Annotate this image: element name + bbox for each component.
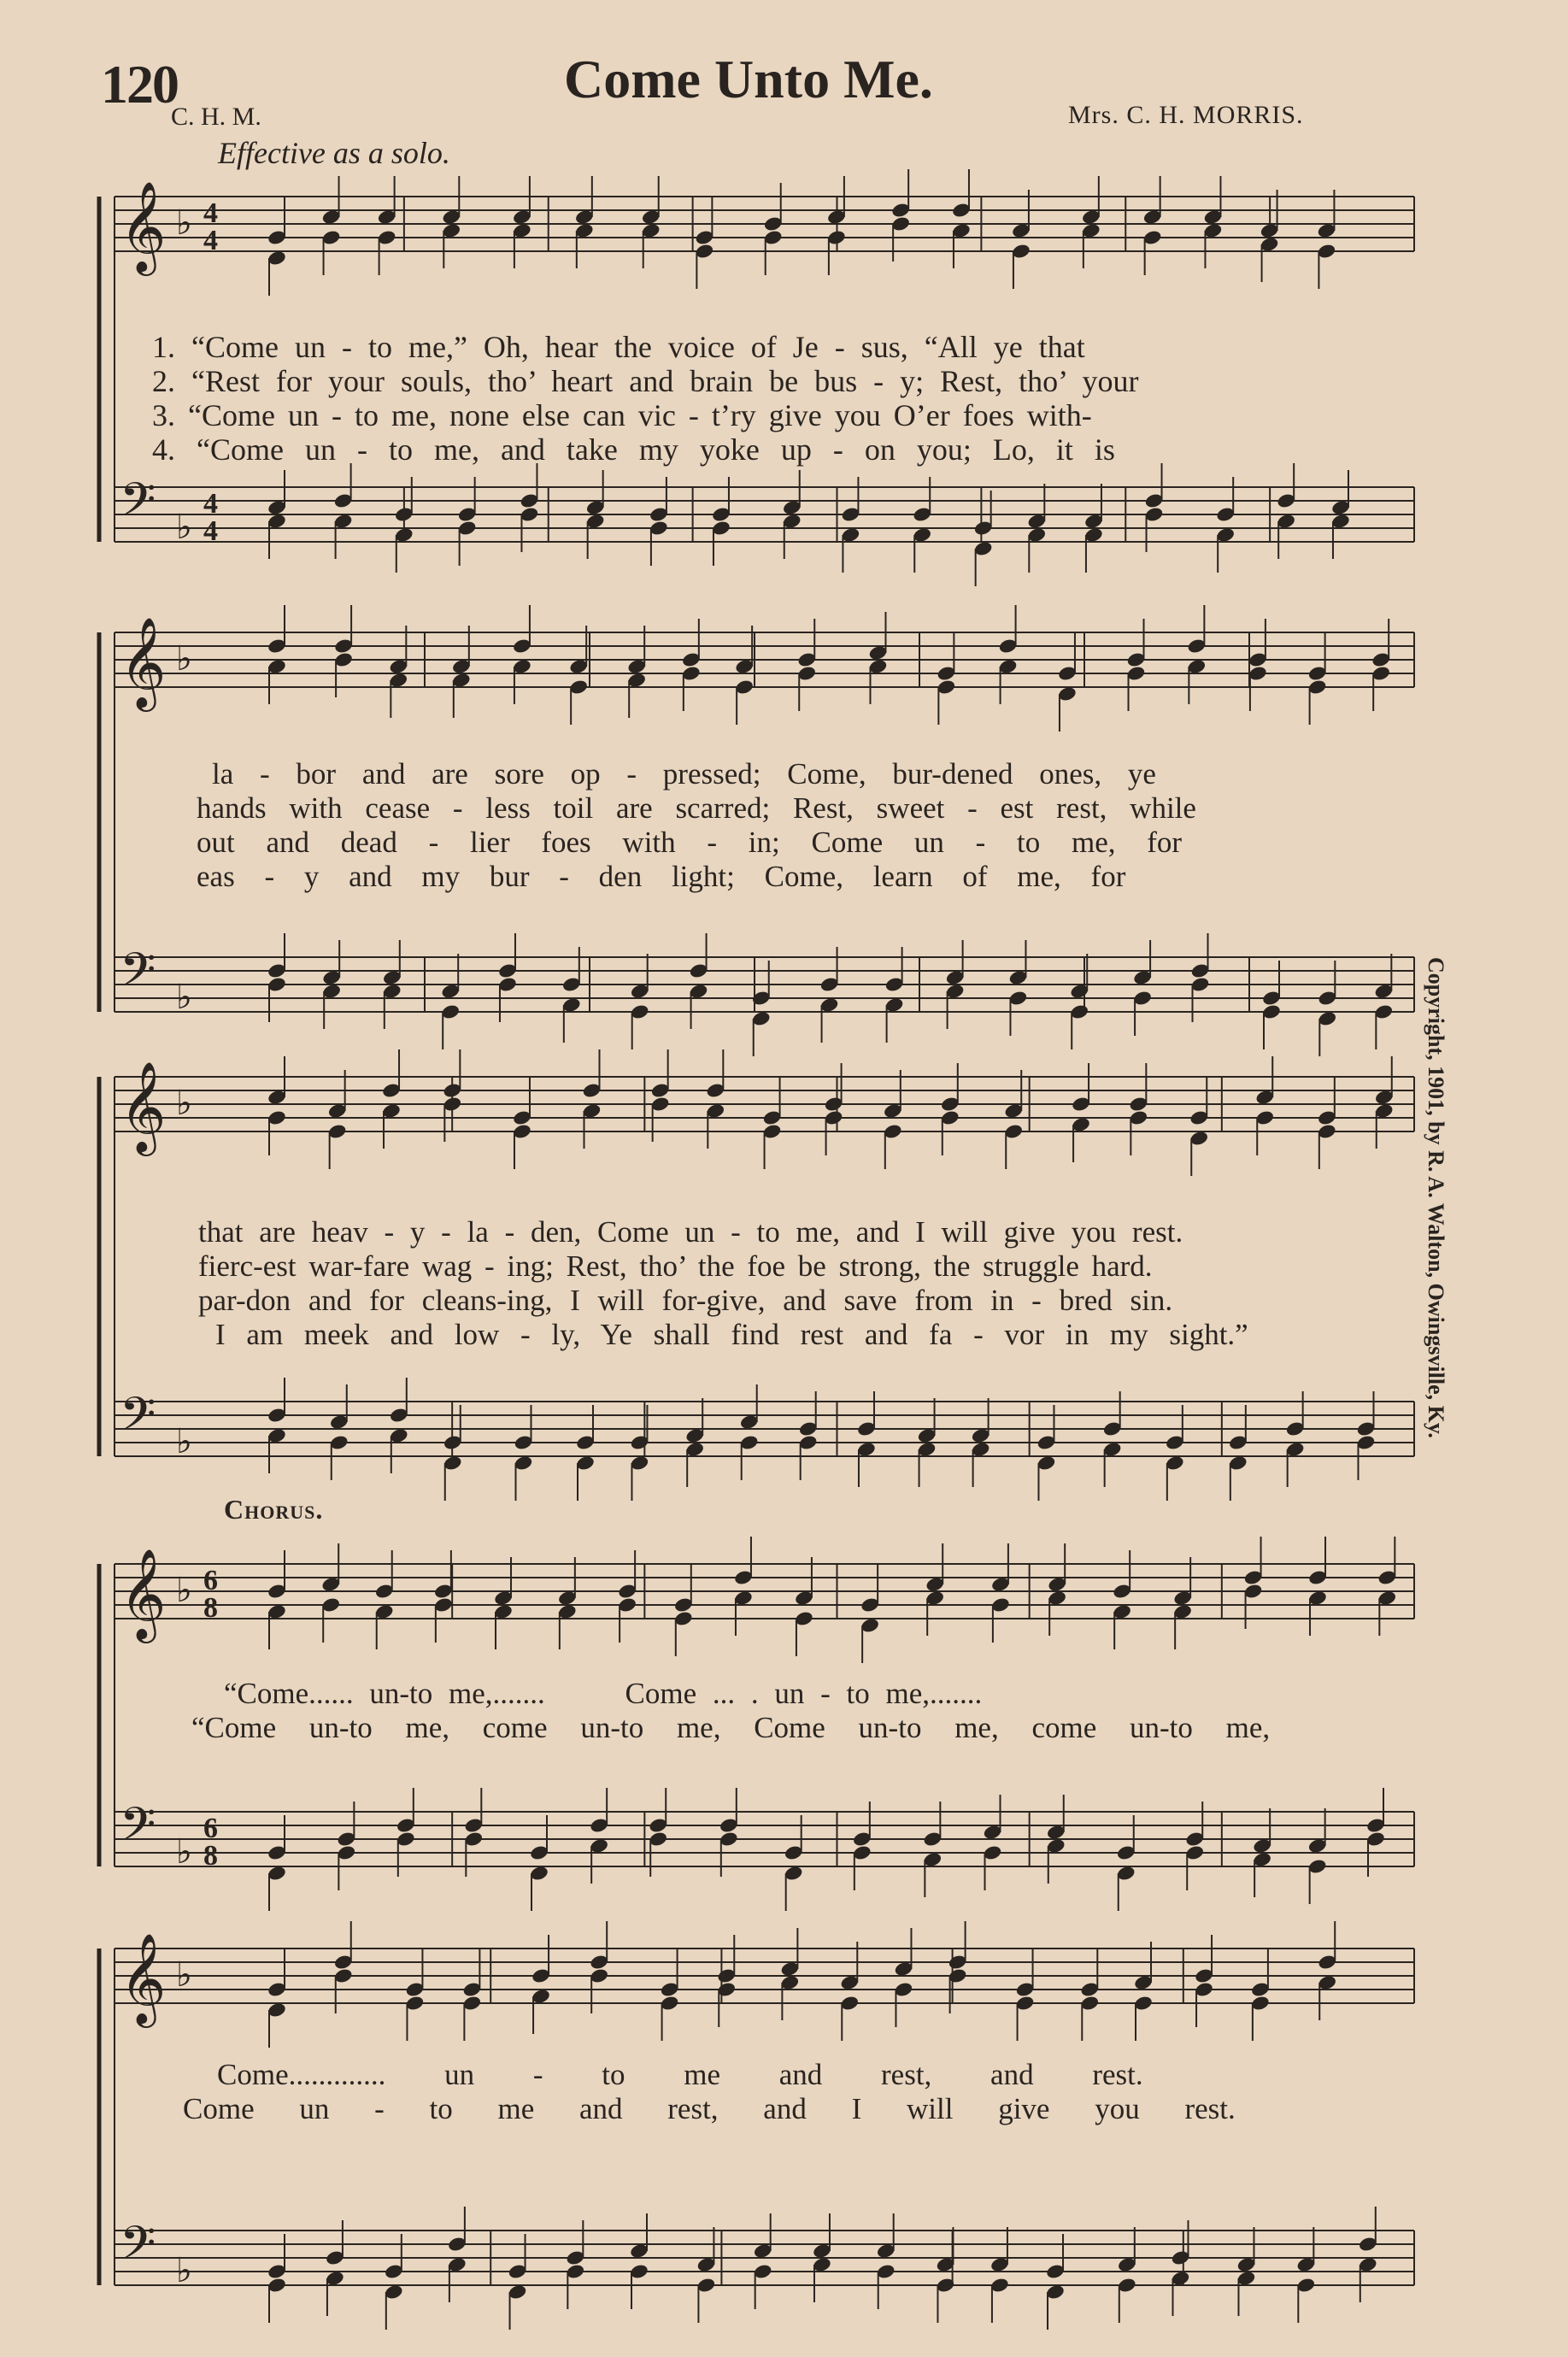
flat-icon: ♭ xyxy=(176,1422,192,1461)
flat-icon: ♭ xyxy=(176,978,192,1017)
lyric-verse-4: I am meek and low - ly, Ye shall find rest and fa - vor in my sight.” xyxy=(215,1318,1248,1351)
bass-clef-icon: 𝄢 xyxy=(120,2216,156,2282)
time-signature: 6 xyxy=(203,1813,218,1844)
meter-initials: C. H. M. xyxy=(171,103,261,131)
treble-clef-icon: 𝄞 xyxy=(120,616,167,708)
flat-icon: ♭ xyxy=(176,508,192,547)
flat-icon: ♭ xyxy=(176,1832,192,1872)
lyric-verse-1: la - bor and are sore op - pressed; Come, bur-dened ones, ye xyxy=(212,757,1156,791)
lyric-verse-4: 4. “Come un - to me, and take my yoke up - on you; Lo, it is xyxy=(152,432,1115,467)
hymn-title: Come Unto Me. xyxy=(564,49,933,109)
lyric-verse-2: hands with cease - less toil are scarred; Rest, sweet - est rest, while xyxy=(197,791,1196,825)
lyric-verse-2: 2. “Rest for your souls, tho’ heart and brain be bus - y; Rest, tho’ your xyxy=(152,364,1139,398)
chorus-label: Chorus. xyxy=(224,1494,324,1525)
treble-clef-icon: 𝄞 xyxy=(120,180,167,272)
time-signature: 8 xyxy=(203,1592,218,1624)
time-signature: 4 xyxy=(203,488,218,520)
lyric-verse-2: fierc-est war-fare wag - ing; Rest, tho’ the foe be strong, the struggle hard. xyxy=(198,1249,1153,1283)
bass-clef-icon: 𝄢 xyxy=(120,473,156,538)
time-signature: 6 xyxy=(203,1565,218,1596)
flat-icon: ♭ xyxy=(176,1955,192,1995)
treble-clef-icon: 𝄞 xyxy=(120,1061,167,1152)
lyric-verse-1: 1. “Come un - to me,” Oh, hear the voice of Je - sus, “All ye that xyxy=(152,330,1085,364)
time-signature: 8 xyxy=(203,1840,218,1872)
lyric-chorus-lower: “Come un-to me, come un-to me, Come un-to me, come un-to me, xyxy=(191,1711,1271,1744)
page-number: 120 xyxy=(101,54,178,115)
lyric-verse-4: eas - y and my bur - den light; Come, learn of me, for xyxy=(197,860,1126,893)
time-signature: 4 xyxy=(203,515,218,547)
bass-clef-icon: 𝄢 xyxy=(120,943,156,1008)
treble-clef-icon: 𝄞 xyxy=(120,1548,167,1639)
flat-icon: ♭ xyxy=(176,203,192,243)
flat-icon: ♭ xyxy=(176,1084,192,1123)
lyric-verse-3: out and dead - lier foes with - in; Come un - to me, for xyxy=(197,826,1183,859)
lyric-verse-3: 3. “Come un - to me, none else can vic - t’ry give you O’er foes with- xyxy=(152,398,1092,432)
bass-clef-icon: 𝄢 xyxy=(120,1797,156,1863)
time-signature: 4 xyxy=(203,197,218,229)
flat-icon: ♭ xyxy=(176,639,192,679)
lyric-verse-1: that are heav - y - la - den, Come un - to me, and I will give you rest. xyxy=(198,1215,1183,1249)
lyric-chorus-lower: Come un - to me and rest, and I will give you rest. xyxy=(183,2092,1236,2125)
flat-icon: ♭ xyxy=(176,2251,192,2290)
treble-clef-icon: 𝄞 xyxy=(120,1932,167,2024)
flat-icon: ♭ xyxy=(176,1571,192,1610)
copyright-text: Copyright, 1901, by R. A. Walton, Owingsville, Ky. xyxy=(1424,957,1448,1438)
bass-clef-icon: 𝄢 xyxy=(120,1387,156,1453)
lyric-verse-3: par-don and for cleans-ing, I will for-give, and save from in - bred sin. xyxy=(198,1284,1173,1317)
lyric-chorus-upper: Come............. un - to me and rest, and rest. xyxy=(217,2058,1143,2091)
author-credit: Mrs. C. H. MORRIS. xyxy=(1068,101,1304,129)
lyric-chorus-upper: “Come...... un-to me,....... Come ... . un - to me,....... xyxy=(224,1677,983,1710)
time-signature: 4 xyxy=(203,225,218,256)
performance-note: Effective as a solo. xyxy=(218,136,450,170)
